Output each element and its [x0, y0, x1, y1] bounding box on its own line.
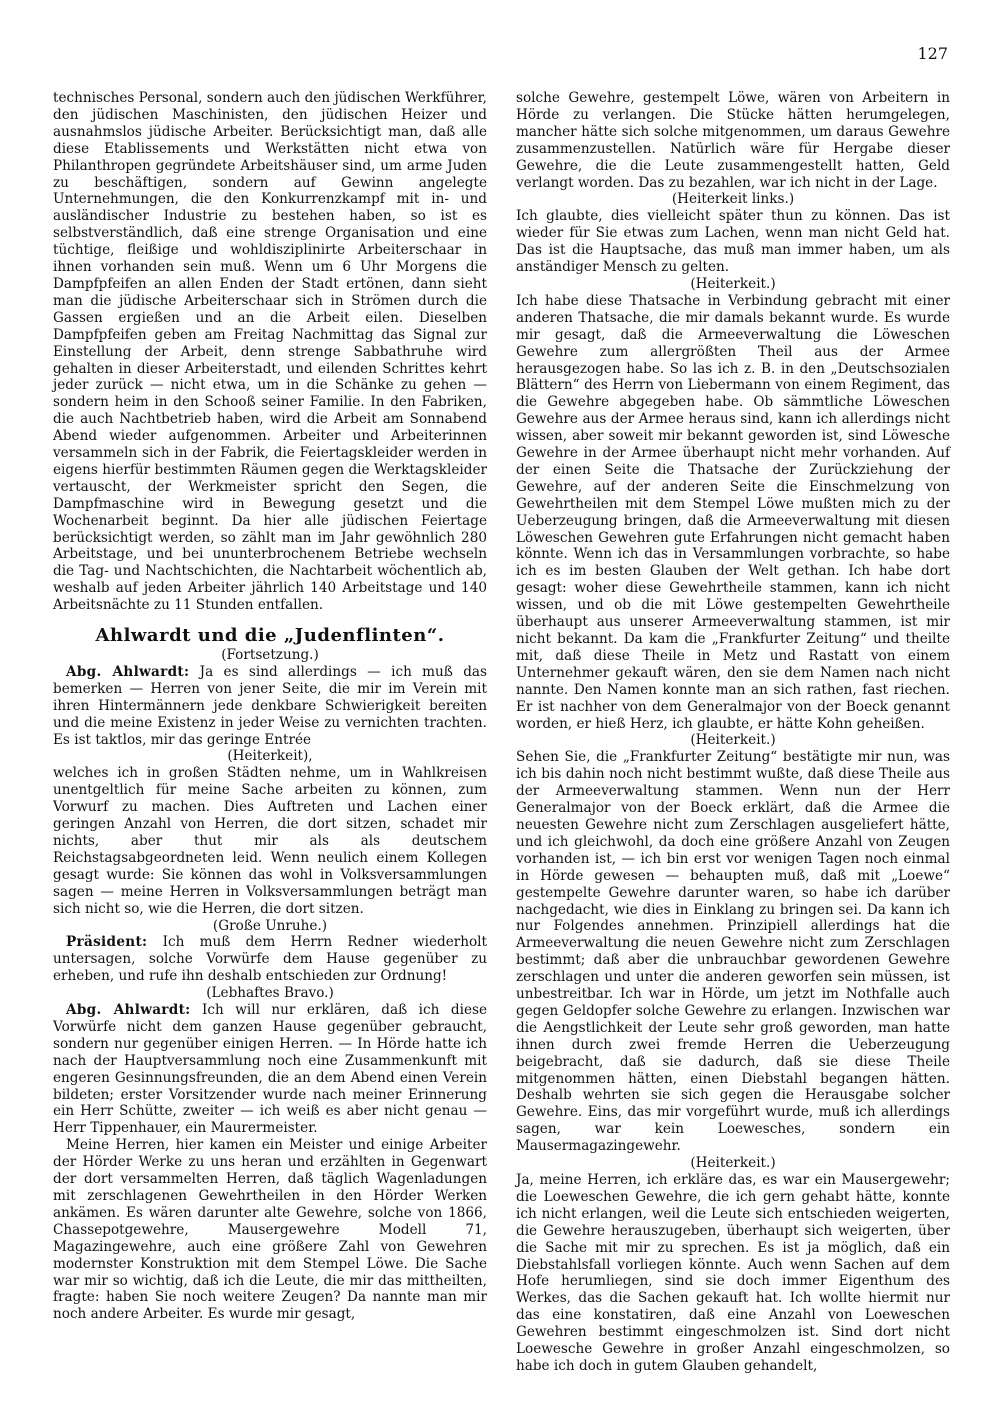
speech-paragraph	[53, 1002, 487, 1137]
intro-paragraph: technisches Personal, sondern auch den jüdischen Werkführer, den jüdischen Maschinisten, den jüdischen Heizer und ausnahmslos jüdische Arbeiter. Berücksichtigt man, daß alle diese Etablissements und Werkstätten nicht etwa von Philanthropen gegründete Arbeitshäuser sind, um arme Juden zu beschäftigen, sondern auf Gewinn angelegte Unternehmungen, die den Konkurrenzkampf mit in- und ausländischer Industrie zu bestehen haben, so ist es selbstverständlich, daß eine strenge Organisation und eine tüchtige, fleißige und wohldisziplinirte Arbeiterschaar in ihnen vorhanden sein muß. Wenn um 6 Uhr Morgens die Dampfpfeifen an allen Enden der Stadt ertönen, dann sieht man die jüdische Arbeiterschaar sich in Strömen durch die Gassen ergießen und an die Arbeit eilen. Dieselben Dampfpfeifen geben am Freitag Nachmittag das Signal zur Einstellung der Arbeit, denn strenge Sabbathruhe wird gehalten in dieser Arbeiterstadt, und eilenden Schrittes kehrt jeder zurück — nicht etwa, um in die Schänke zu gehen — sondern heim in den Schooß seiner Familie. In den Fabriken, die auch Nachtbetrieb haben, wird die Arbeit am Sonnabend Abend wieder aufgenommen. Arbeiter und Arbeiterinnen versammeln sich in der Fabrik, die Feiertagskleider werden in eigens hierfür bestimmten Räumen gegen die Werktagskleider vertauscht, der Werkmeister spricht den Segen, die Dampfmaschine wird in Bewegung gesetzt und die Wochenarbeit beginnt. Da hier alle jüdischen Feiertage berücksichtigt werden, so zählt man im Jahr gewöhnlich 280 Arbeitstage, und bei ununterbrochenem Betriebe wechseln die Tag- und Nachtschichten, die Nachtarbeit wöchentlich ab, weshalb auf jeden Arbeiter jährlich 140 Arbeitstage und 140 Arbeitsnächte zu 11 Stunden entfallen.	[53, 90, 487, 614]
speaker-label: Präsident:	[66, 934, 148, 951]
interjection: (Heiterkeit.)	[690, 1155, 776, 1172]
interjection: (Heiterkeit),	[227, 748, 313, 765]
speech-paragraph: welches ich in großen Städten nehme, um in Wahlkreisen unentgeltlich für meine Sache arbeiten zu können, zum Vorwurf zu machen. Dies Auftreten und Lachen einer geringen Anzahl von Herren, die dort sitzen, schadet mir nichts, aber thut mir als als deutschem Reichstagsabgeordneten leid. Wenn neulich einem Kollegen gesagt wurde: Sie können das wohl in Volksversammlungen sagen — meine Herren in Volksversammlungen beträgt man sich nicht so, wie die Herren, die dort sitzen.	[53, 765, 487, 917]
speech-paragraph: Ich habe diese Thatsache in Verbindung gebracht mit einer anderen Thatsache, die mir damals bekannt wurde. Es wurde mir gesagt, daß die Armeeverwaltung die Löweschen Gewehre zum allergrößten Theil aus der Armee herausgezogen habe. So las ich z. B. in den „Deutschsozialen Blättern“ des Herrn von Liebermann von einem Regiment, das die Gewehre abgegeben habe. Ob sämmtliche Löweschen Gewehre aus der Armee heraus sind, kann ich allerdings nicht wissen, aber soweit mir bekannt geworden ist, sind Löwesche Gewehre in der Armee überhaupt nicht mehr vorhanden. Auf der einen Seite die Thatsache der Zurückziehung der Gewehre, auf der anderen Seite die Einschmelzung von Gewehrtheilen mit dem Stempel Löwe mußten mich zu der Ueberzeugung bringen, daß die Armeeverwaltung mit diesen Löweschen Gewehren gute Erfahrungen nicht gemacht haben könnte. Wenn ich das in Versammlungen vorbrachte, so habe ich es im besten Glauben der Welt gethan. Ich habe dort gesagt: woher diese Gewehrtheile stammen, kann ich nicht wissen, und ob die mit Löwe gestempelten Gewehrtheile überhaupt aus unserer Armeeverwaltung stammen, ist mir nicht bekannt. Da kam die „Frankfurter Zeitung“ und theilte mit, daß diese Theile in Metz und Rastatt von einem Unternehmer gekauft wären, den sie dem Namen nach nicht nannte. Den Namen konnte man an sich rathen, fast riechen. Er ist nachher von dem Generalmajor von der Boeck genannt worden, er hieß Herz, ich glaubte, er hätte Kohn geheißen.	[516, 292, 950, 732]
interjection: (Heiterkeit links.)	[671, 191, 795, 208]
speaker-label: Abg. Ahlwardt:	[66, 663, 190, 680]
article-title: Ahlwardt und die „Judenflinten“.	[95, 625, 445, 647]
speech-paragraph: solche Gewehre, gestempelt Löwe, wären von Arbeitern in Hörde zu verlangen. Die Stücke hätten herumgelegen, mancher hätte sich solche mitgenommen, um daraus Gewehre zusammenzustellen. Natürlich wäre für Hergabe dieser Gewehre, die die Leute zusammengestellt hatten, Geld verlangt worden. Das zu bezahlen, war ich nicht in der Lage.	[516, 90, 950, 191]
speech-paragraph: Meine Herren, hier kamen ein Meister und einige Arbeiter der Hörder Werke zu uns heran und erzählten in Gegenwart der dort versammelten Herren, daß täglich Wagenladungen mit zerschlagenen Gewehrtheilen in den Hörder Werken ankämen. Es wären darunter alte Gewehre, solche von 1866, Chassepotgewehre, Mausergewehre Modell 71, Magazingewehre, auch eine größere Zahl von Gewehren modernster Konstruktion mit dem Stempel Löwe. Die Sache war mir so wichtig, daß ich die Leute, die mir das mittheilten, fragte: haben Sie noch weitere Zeugen? Da nannte man mir noch andere Arbeiter. Es wurde mir gesagt,	[53, 1137, 487, 1323]
speech-paragraph	[53, 934, 487, 985]
continuation-note: (Fortsetzung.)	[221, 647, 319, 663]
speech-paragraph: Ich glaubte, dies vielleicht später thun zu können. Das ist wieder für Sie etwas zum Lachen, wenn man nicht Geld hat. Das ist die Hauptsache, das muß man immer haben, um als anständiger Mensch zu gelten.	[516, 208, 950, 276]
speech-paragraph	[53, 664, 487, 749]
left-column	[53, 90, 487, 1323]
interjection: (Heiterkeit.)	[690, 275, 776, 292]
speech-paragraph: Ja, meine Herren, ich erkläre das, es war ein Mausergewehr; die Loeweschen Gewehre, die ich gern gehabt hätte, konnte ich nicht erlangen, weil die Leute sich entschieden weigerten, die Gewehre herauszugeben, überhaupt sich weigerten, über die Sache mit mir zu sprechen. Es ist ja möglich, daß ein Diebstahlsfall vorliegen könnte. Auch wenn Sachen auf dem Hofe herumliegen, sind sie doch immer Eigenthum des Werkes, das die Sachen gekauft hat. Ich wollte hiermit nur das eine konstatiren, daß eine Anzahl von Loeweschen Gewehren bestimmt eingeschmolzen ist. Sind dort nicht Loewesche Gewehre in großer Anzahl eingeschmolzen, so habe ich doch in gutem Glauben gehandelt,	[516, 1172, 950, 1374]
speech-text: Ich will nur erklären, daß ich diese Vorwürfe nicht dem ganzen Hause gegenüber gebraucht, sondern nur gegenüber einigen Herren. — In Hörde hatte ich nach der Hauptversammlung noch eine Zusammenkunft mit engeren Gesinnungsfreunden, die an dem Abend einen Verein bildeten; erster Vorsitzender wurde nach meiner Erinnerung ein Herr Schütte, zweiter — ich weiß es aber nicht genau — Herr Tippenhauer, ein Maurermeister.	[53, 1002, 488, 1137]
speech-text: Ja es sind allerdings — ich muß das bemerken — Herren von jener Seite, die mir im Verein mit ihren Hintermännern jede denkbare Schwierigkeit bereiten und die meine Existenz in jeder Weise zu vernichten trachten. Es ist taktlos, mir das geringe Entrée	[53, 663, 487, 748]
speaker-label: Abg. Ahlwardt:	[66, 1002, 191, 1019]
speech-text: Ich muß dem Herrn Redner wiederholt untersagen, solche Vorwürfe dem Hause gegenüber zu erheben, und rufe ihn deshalb entschieden zur Ordnung!	[53, 934, 487, 985]
interjection: (Lebhaftes Bravo.)	[206, 985, 334, 1002]
interjection: (Große Unruhe.)	[212, 917, 328, 934]
page-number: 127	[917, 44, 948, 63]
interjection: (Heiterkeit.)	[690, 732, 776, 749]
speech-paragraph: Sehen Sie, die „Frankfurter Zeitung“ bestätigte mir nun, was ich bis dahin noch nicht bestimmt wußte, daß diese Theile aus der Armeeverwaltung stammen. Wenn nun der Herr Generalmajor von der Boeck erklärt, daß die Armee die neuesten Gewehre nicht zum Zerschlagen ausgeliefert hätte, und ich gleichwohl, da doch eine größere Anzahl von Zeugen vorhanden ist, — ich bin erst vor wenigen Tagen noch einmal in Hörde gewesen — behaupten muß, daß mit „Loewe“ gestempelte Gewehre darunter waren, so habe ich darüber nachgedacht, wie dies in Einklang zu bringen sei. Da kann ich nur Folgendes annehmen. Prinzipiell allerdings hat die Armeeverwaltung die neuen Gewehre nicht zum Zerschlagen bestimmt; daß aber die unbrauchbar gewordenen Gewehre zerschlagen und unter die anderen geworfen sein müssen, ist unbestreitbar. Ich war in Hörde, um jetzt im Nothfalle auch gegen Geldopfer solche Gewehre zu erlangen. Inzwischen war die Aengstlichkeit der Leute sehr groß geworden, man hatte ihnen durch zwei fremde Herren die Ueberzeugung beigebracht, daß sie dadurch, daß sie diese Theile mitgenommen hätten, einen Diebstahl begangen hätten. Deshalb wehrten sie sich gegen die Herausgabe solcher Gewehre. Eins, das mir vorgeführt wurde, muß ich allerdings sagen, war kein Loewesches, sondern ein Mausermagazingewehr.	[516, 749, 950, 1155]
right-column	[516, 90, 950, 1375]
